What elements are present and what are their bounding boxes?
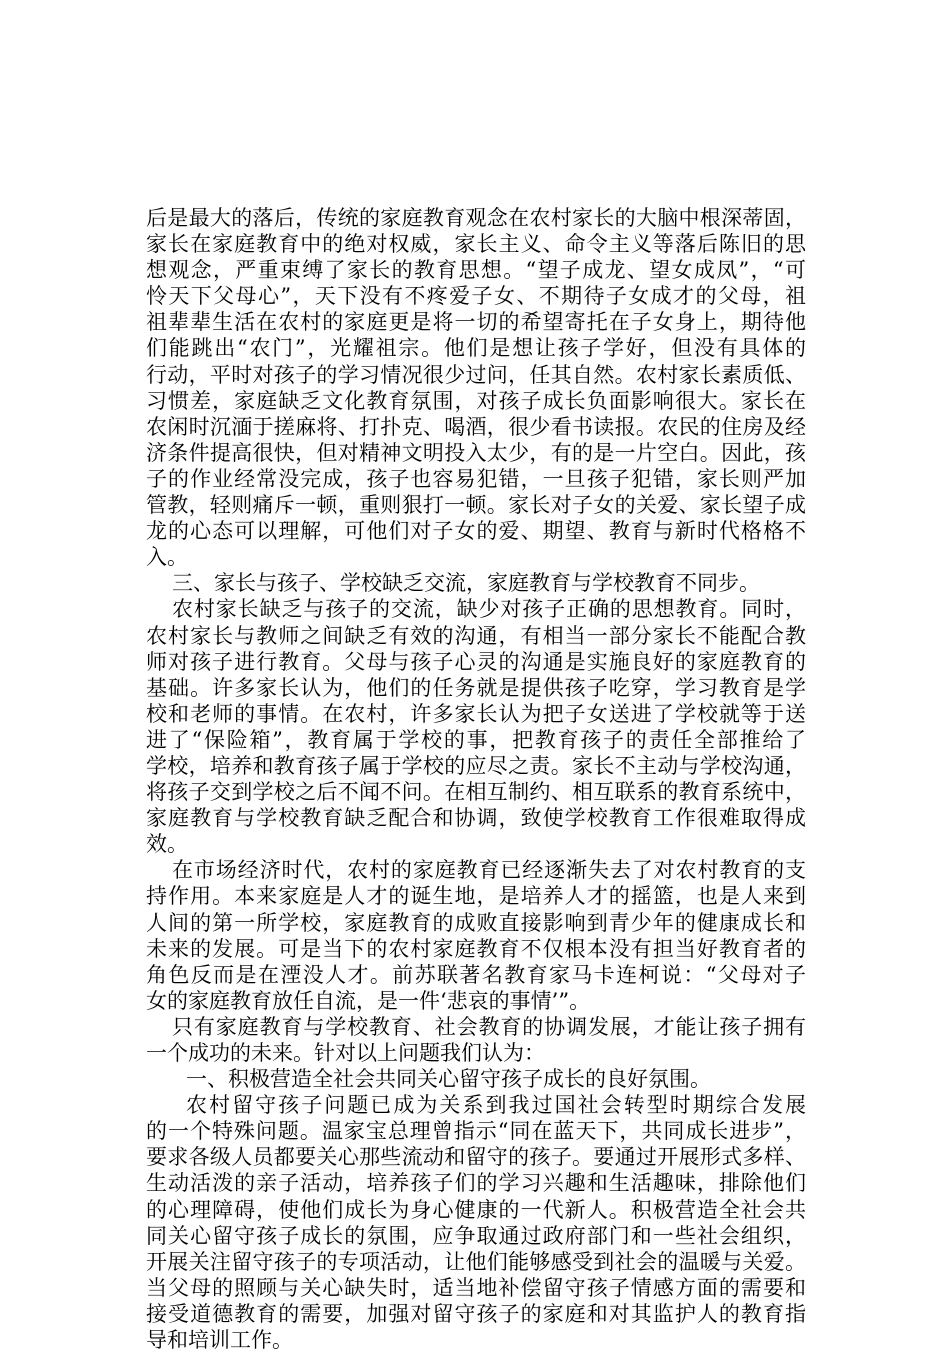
- text-line: 效。: [146, 832, 188, 857]
- text-line: 农村留守孩子问题已成为关系到我过国社会转型时期综合发展: [186, 1093, 806, 1118]
- text-line: 家长在家庭教育中的绝对权威，家长主义、命令主义等落后陈旧的思: [146, 232, 806, 257]
- text-line: 角色反而是在湮没人才。前苏联著名教育家马卡连柯说：“父母对子: [146, 962, 806, 987]
- text-line: 想观念，严重束缚了家长的教育思想。“望子成龙、望女成凤”，“可: [146, 258, 806, 283]
- text-line: 行动，平时对孩子的学习情况很少过问，任其自然。农村家长素质低、: [146, 362, 806, 387]
- text-line: 将孩子交到学校之后不闻不问。在相互制约、相互联系的教育系统中，: [146, 780, 806, 805]
- text-line: 的心理障碍，使他们成长为身心健康的一代新人。积极营造全社会共: [146, 1197, 806, 1222]
- text-line: 在市场经济时代，农村的家庭教育已经逐渐失去了对农村教育的支: [172, 858, 806, 883]
- text-line: 习惯差，家庭缺乏文化教育氛围，对孩子成长负面影响很大。家长在: [146, 388, 806, 413]
- text-line: 要求各级人员都要关心那些流动和留守的孩子。要通过开展形式多样、: [146, 1145, 806, 1170]
- text-line: 家庭教育与学校教育缺乏配合和协调，致使学校教育工作很难取得成: [146, 806, 806, 831]
- text-line: 开展关注留守孩子的专项活动，让他们能够感受到社会的温暖与关爱。: [146, 1249, 806, 1274]
- text-line: 子的作业经常没完成，孩子也容易犯错，一旦孩子犯错，家长则严加: [146, 466, 806, 491]
- text-line: 入。: [146, 545, 188, 570]
- text-line: 校和老师的事情。在农村，许多家长认为把子女送进了学校就等于送: [146, 701, 806, 726]
- text-line: 基础。许多家长认为，他们的任务就是提供孩子吃穿，学习教育是学: [146, 675, 806, 700]
- text-line: 持作用。本来家庭是人才的诞生地，是培养人才的摇篮，也是人来到: [146, 884, 806, 909]
- text-line: 未来的发展。可是当下的农村家庭教育不仅根本没有担当好教育者的: [146, 936, 806, 961]
- text-line: 农村家长缺乏与孩子的交流，缺少对孩子正确的思想教育。同时，: [172, 597, 806, 622]
- text-line: 导和培训工作。: [146, 1328, 293, 1353]
- text-line: 一个成功的未来。针对以上问题我们认为：: [146, 1041, 545, 1065]
- text-line: 龙的心态可以理解，可他们对子女的爱、期望、教育与新时代格格不: [146, 519, 806, 544]
- text-line: 的一个特殊问题。温家宝总理曾指示“同在蓝天下，共同成长进步”，: [146, 1119, 806, 1144]
- text-line: 女的家庭教育放任自流，是一件‘悲哀的事情’”。: [146, 988, 591, 1013]
- text-line: 生动活泼的亲子活动，培养孩子们的学习兴趣和生活趣味，排除他们: [146, 1171, 806, 1196]
- text-line: 进了“保险箱”，教育属于学校的事，把教育孩子的责任全部推给了: [146, 727, 806, 752]
- section-heading: 三、家长与孩子、学校缺乏交流，家庭教育与学校教育不同步。: [172, 571, 760, 596]
- text-line: 学校，培养和教育孩子属于学校的应尽之责。家长不主动与学校沟通，: [146, 753, 806, 778]
- text-line: 只有家庭教育与学校教育、社会教育的协调发展，才能让孩子拥有: [172, 1014, 806, 1039]
- text-line: 祖辈辈生活在农村的家庭更是将一切的希望寄托在子女身上，期待他: [146, 310, 806, 335]
- text-line: 管教，轻则痛斥一顿，重则狠打一顿。家长对子女的关爱、家长望子成: [146, 493, 806, 518]
- text-line: 济条件提高很快，但对精神文明投入太少，有的是一片空白。因此，孩: [146, 440, 806, 465]
- text-line: 农村家长与教师之间缺乏有效的沟通，有相当一部分家长不能配合教: [146, 623, 806, 648]
- text-line: 怜天下父母心”，天下没有不疼爱子女、不期待子女成才的父母，祖: [146, 284, 806, 309]
- text-line: 后是最大的落后，传统的家庭教育观念在农村家长的大脑中根深蒂固，: [146, 206, 806, 230]
- text-line: 农闲时沉湎于搓麻将、打扑克、喝酒，很少看书读报。农民的住房及经: [146, 414, 806, 439]
- document-body: [146, 205, 806, 1353]
- text-line: 们能跳出“农门”，光耀祖宗。他们是想让孩子学好，但没有具体的: [146, 336, 806, 361]
- text-line: 接受道德教育的需要，加强对留守孩子的家庭和对其监护人的教育指: [146, 1301, 806, 1326]
- section-heading: 一、积极营造全社会共同关心留守孩子成长的良好氛围。: [186, 1067, 711, 1092]
- text-line: 人间的第一所学校，家庭教育的成败直接影响到青少年的健康成长和: [146, 910, 806, 935]
- text-line: 同关心留守孩子成长的氛围，应争取通过政府部门和一些社会组织，: [146, 1223, 806, 1248]
- text-line: 师对孩子进行教育。父母与孩子心灵的沟通是实施良好的家庭教育的: [146, 649, 806, 674]
- text-line: 当父母的照顾与关心缺失时，适当地补偿留守孩子情感方面的需要和: [146, 1275, 806, 1300]
